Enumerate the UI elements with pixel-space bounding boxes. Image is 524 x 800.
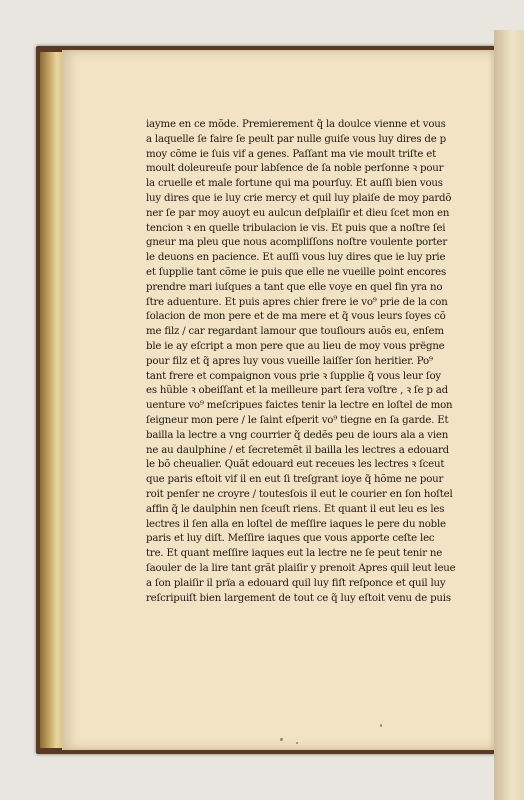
wormhole-mark — [296, 742, 298, 744]
text-line: moult doleureuſe pour labſence de ſa noble perſonne ꝛ pour — [146, 163, 444, 175]
text-line: moy cõme ie ſuis vif a genes. Paſſant ma vie moult triſte et — [146, 148, 436, 160]
text-line: la cruelle et male fortune qui ma pourſuy. Et auſſi bien vous — [146, 178, 443, 190]
text-line: ſaouler de la lire tant grãt plaiſir y prenoit Apres quil leut leue — [146, 562, 456, 574]
facing-page — [494, 30, 524, 800]
text-line: iayme en ce mõde. Premierement q̃ la doulce vienne et vous — [146, 119, 446, 130]
text-line: le deuons en pacience. Et auſſi vous luy dires que ie luy prie — [146, 252, 446, 264]
text-line: ble ie ay eſcript a mon pere que au lieu de moy vous prëgne — [146, 340, 445, 352]
text-line: ne au daulphine / et ſecretemẽt il bailla les lectres a edouard — [146, 444, 449, 456]
text-line: roit penſer ne croyre / toutesſois il eut le courier en ſon hoſtel — [146, 488, 453, 500]
text-line: bailla la lectre a vng courrier q̃ dedẽs peu de iours ala a vien — [146, 429, 449, 441]
text-line: ner ſe par moy auoyt eu aulcun deſplaiſir et dieu ſcet mon en — [146, 207, 450, 219]
text-line: tant frere et compaignon vous prie ꝛ ſupplie q̃ vous leur ſoy — [146, 370, 441, 382]
page-text-block — [146, 118, 486, 606]
text-line: uenture vo⁹ meſcripues faictes tenir la lectre en loſtel de mon — [146, 400, 453, 412]
wormhole-mark — [280, 738, 283, 741]
text-line: reſcripuiſt bien largement de tout ce q̃ luy eſtoit venu de puis — [146, 592, 451, 604]
text-line: es hũble ꝛ obeiſſant et la meilleure part ſera voſtre , ꝛ ſe p ad — [146, 385, 448, 397]
text-line: me filz / car regardant lamour que touſiours auõs eu, enſem — [146, 326, 444, 338]
text-line: ſtre aduenture. Et puis apres chier frere ie vo⁹ prie de la con — [146, 296, 448, 308]
text-line: ſolacion de mon pere et de ma mere et q̃ vous leurs ſoyes cõ — [146, 311, 446, 323]
text-line: lectres il ſen alla en loſtel de meſſire iaques le pere du noble — [146, 518, 446, 530]
text-line: pour filz et q̃ apres luy vous vueille laiſſer ſon heritier. Po⁹ — [146, 355, 433, 367]
text-line: prendre mari iuſques a tant que elle voye en quel fin yra no — [146, 281, 443, 293]
wormhole-mark — [380, 724, 382, 727]
text-line: affin q̃ le daulphin nen ſceuſt riens. Et quant il eut leu es les — [146, 503, 445, 515]
text-line: que paris eſtoit vif il en eut ſi treſgrant ioye q̃ hõme ne pour — [146, 474, 444, 486]
text-line: et ſupplie tant cõme ie puis que elle ne vueille point encores — [146, 266, 447, 278]
text-line: luy dires que ie luy crie mercy et quil luy plaiſe de moy pardõ — [146, 192, 452, 204]
text-line: tencion ꝛ en quelle tribulacion ie vis. Et puis que a noſtre ſei — [146, 222, 446, 234]
page-edges — [40, 52, 64, 748]
text-line: le bõ cheualier. Quãt edouard eut receues les lectres ꝛ ſceut — [146, 459, 445, 471]
text-line: a laquelle ſe faire ſe peult par nulle guiſe vous luy dires de p — [146, 133, 446, 145]
text-line: a ſon plaiſir il prïa a edouard quil luy fiſt reſponce et quil luy — [146, 577, 446, 589]
text-line: tre. Et quant meſſire iaques eut la lectre ne ſe peut tenir ne — [146, 548, 443, 560]
text-line: gneur ma pleu que nous acompliſſons noſtre voulente porter — [146, 237, 448, 249]
text-line: paris et luy diſt. Meſſire iaques que vous apporte ceſte lec — [146, 533, 435, 545]
text-line: ſeigneur mon pere / le ſaint eſperit vo⁹ tiegne en ſa garde. Et — [146, 414, 449, 426]
